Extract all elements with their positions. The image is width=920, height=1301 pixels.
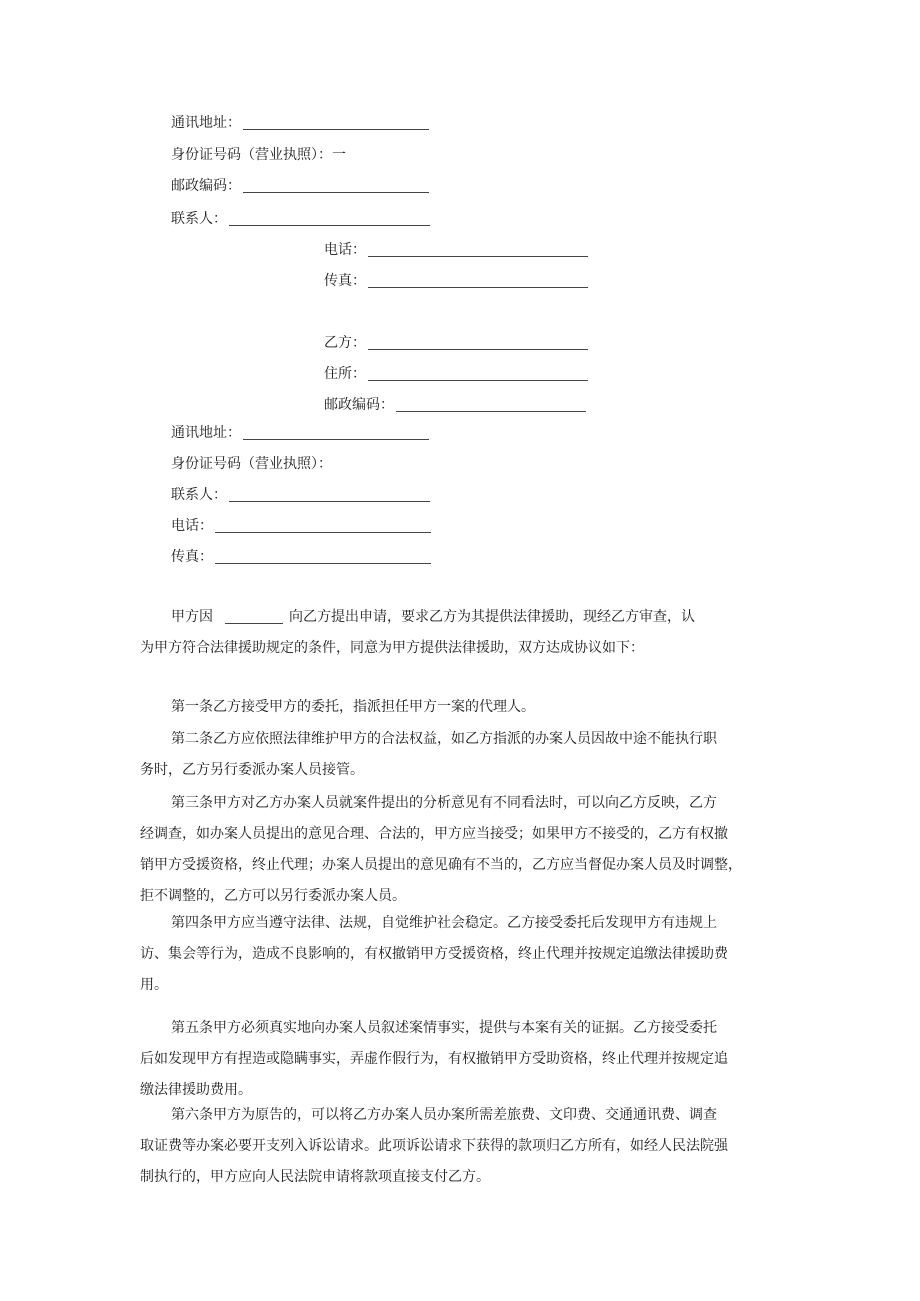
party-b-residence-field <box>324 364 588 384</box>
article-3-line-2: 经调查，如办案人员提出的意见合理、合法的，甲方应当接受；如果甲方不接受的，乙方有权撤 <box>140 826 728 842</box>
preamble-reason-blank[interactable] <box>225 622 283 624</box>
party-b-address-blank[interactable] <box>243 438 429 440</box>
party-a-fax-blank[interactable] <box>368 286 588 288</box>
party-a-contact-field <box>171 209 430 229</box>
party-b-contact-label: 联系人： <box>171 487 227 503</box>
party-a-postcode-label: 邮政编码： <box>171 178 241 194</box>
party-a-fax-label: 传真： <box>324 273 366 289</box>
party-b-postcode-label: 邮政编码： <box>324 397 394 413</box>
party-b-phone-blank[interactable] <box>215 531 431 533</box>
party-b-name-blank[interactable] <box>368 348 588 350</box>
article-4-line-2: 访、集会等行为，造成不良影响的，有权撤销甲方受援资格，终止代理并按规定追缴法律援助费 <box>140 946 728 962</box>
party-b-fax-field <box>171 547 431 567</box>
article-6-line-3: 制执行的，甲方应向人民法院申请将款项直接支付乙方。 <box>140 1169 490 1185</box>
party-b-residence-blank[interactable] <box>368 379 588 381</box>
party-a-phone-blank[interactable] <box>368 255 588 257</box>
article-2-line-2: 务时，乙方另行委派办案人员接管。 <box>140 762 364 778</box>
article-5-line-1: 第五条甲方必须真实地向办案人员叙述案情事实，提供与本案有关的证据。乙方接受委托 <box>171 1020 717 1036</box>
article-5-line-3: 缴法律援助费用。 <box>140 1082 252 1098</box>
party-b-fax-label: 传真： <box>171 549 213 565</box>
preamble-line-2: 为甲方符合法律援助规定的条件，同意为甲方提供法律援助，双方达成协议如下： <box>140 640 644 656</box>
party-b-address-field <box>171 423 429 443</box>
party-b-postcode-field <box>324 395 586 415</box>
article-1-line-1: 第一条乙方接受甲方的委托，指派担任甲方一案的代理人。 <box>171 699 535 715</box>
party-b-address-label: 通讯地址： <box>171 425 241 441</box>
preamble-line1-rest: 向乙方提出申请，要求乙方为其提供法律援助，现经乙方审查，认 <box>289 609 695 625</box>
party-b-phone-field <box>171 516 431 536</box>
party-b-phone-label: 电话： <box>171 518 213 534</box>
article-2-line-1: 第二条乙方应依照法律维护甲方的合法权益，如乙方指派的办案人员因故中途不能执行职 <box>171 731 717 747</box>
party-a-postcode-blank[interactable] <box>243 191 429 193</box>
party-b-contact-field <box>171 485 430 505</box>
party-a-address-blank[interactable] <box>243 128 429 130</box>
article-6-line-2: 取证费等办案必要开支列入诉讼请求。此项诉讼请求下获得的款项归乙方所有，如经人民法院强 <box>140 1138 728 1154</box>
party-a-contact-blank[interactable] <box>229 224 430 226</box>
party-b-residence-label: 住所： <box>324 366 366 382</box>
article-3-line-3: 销甲方受援资格，终止代理；办案人员提出的意见确有不当的，乙方应当督促办案人员及时调整， <box>140 857 742 873</box>
preamble-prefix: 甲方因 <box>171 609 213 625</box>
party-a-fax-field <box>324 271 588 291</box>
party-b-contact-blank[interactable] <box>229 500 430 502</box>
article-3-line-4: 拒不调整的，乙方可以另行委派办案人员。 <box>140 888 406 904</box>
party-b-name-label: 乙方： <box>324 335 366 351</box>
party-b-name-field <box>324 333 588 353</box>
article-3-line-1: 第三条甲方对乙方办案人员就案件提出的分析意见有不同看法时，可以向乙方反映，乙方 <box>171 795 717 811</box>
party-a-phone-field <box>324 240 588 260</box>
article-4-line-3: 用。 <box>140 977 168 993</box>
party-a-address-label: 通讯地址： <box>171 115 241 131</box>
party-a-address-field <box>171 113 429 133</box>
party-b-id-label: 身份证号码（营业执照）： <box>171 456 332 472</box>
party-a-phone-label: 电话： <box>324 242 366 258</box>
article-5-line-2: 后如发现甲方有捏造或隐瞒事实，弄虚作假行为，有权撤销甲方受助资格，终止代理并按规定追 <box>140 1051 728 1067</box>
party-a-postcode-field <box>171 176 429 196</box>
preamble-line-1 <box>171 607 695 627</box>
article-6-line-1: 第六条甲方为原告的，可以将乙方办案人员办案所需差旅费、文印费、交通通讯费、调查 <box>171 1107 717 1123</box>
article-4-line-1: 第四条甲方应当遵守法律、法规，自觉维护社会稳定。乙方接受委托后发现甲方有违规上 <box>171 915 717 931</box>
party-a-id-label: 身份证号码（营业执照）：一 <box>171 147 346 163</box>
party-b-fax-blank[interactable] <box>215 562 431 564</box>
party-b-postcode-blank[interactable] <box>396 410 586 412</box>
party-a-contact-label: 联系人： <box>171 211 227 227</box>
